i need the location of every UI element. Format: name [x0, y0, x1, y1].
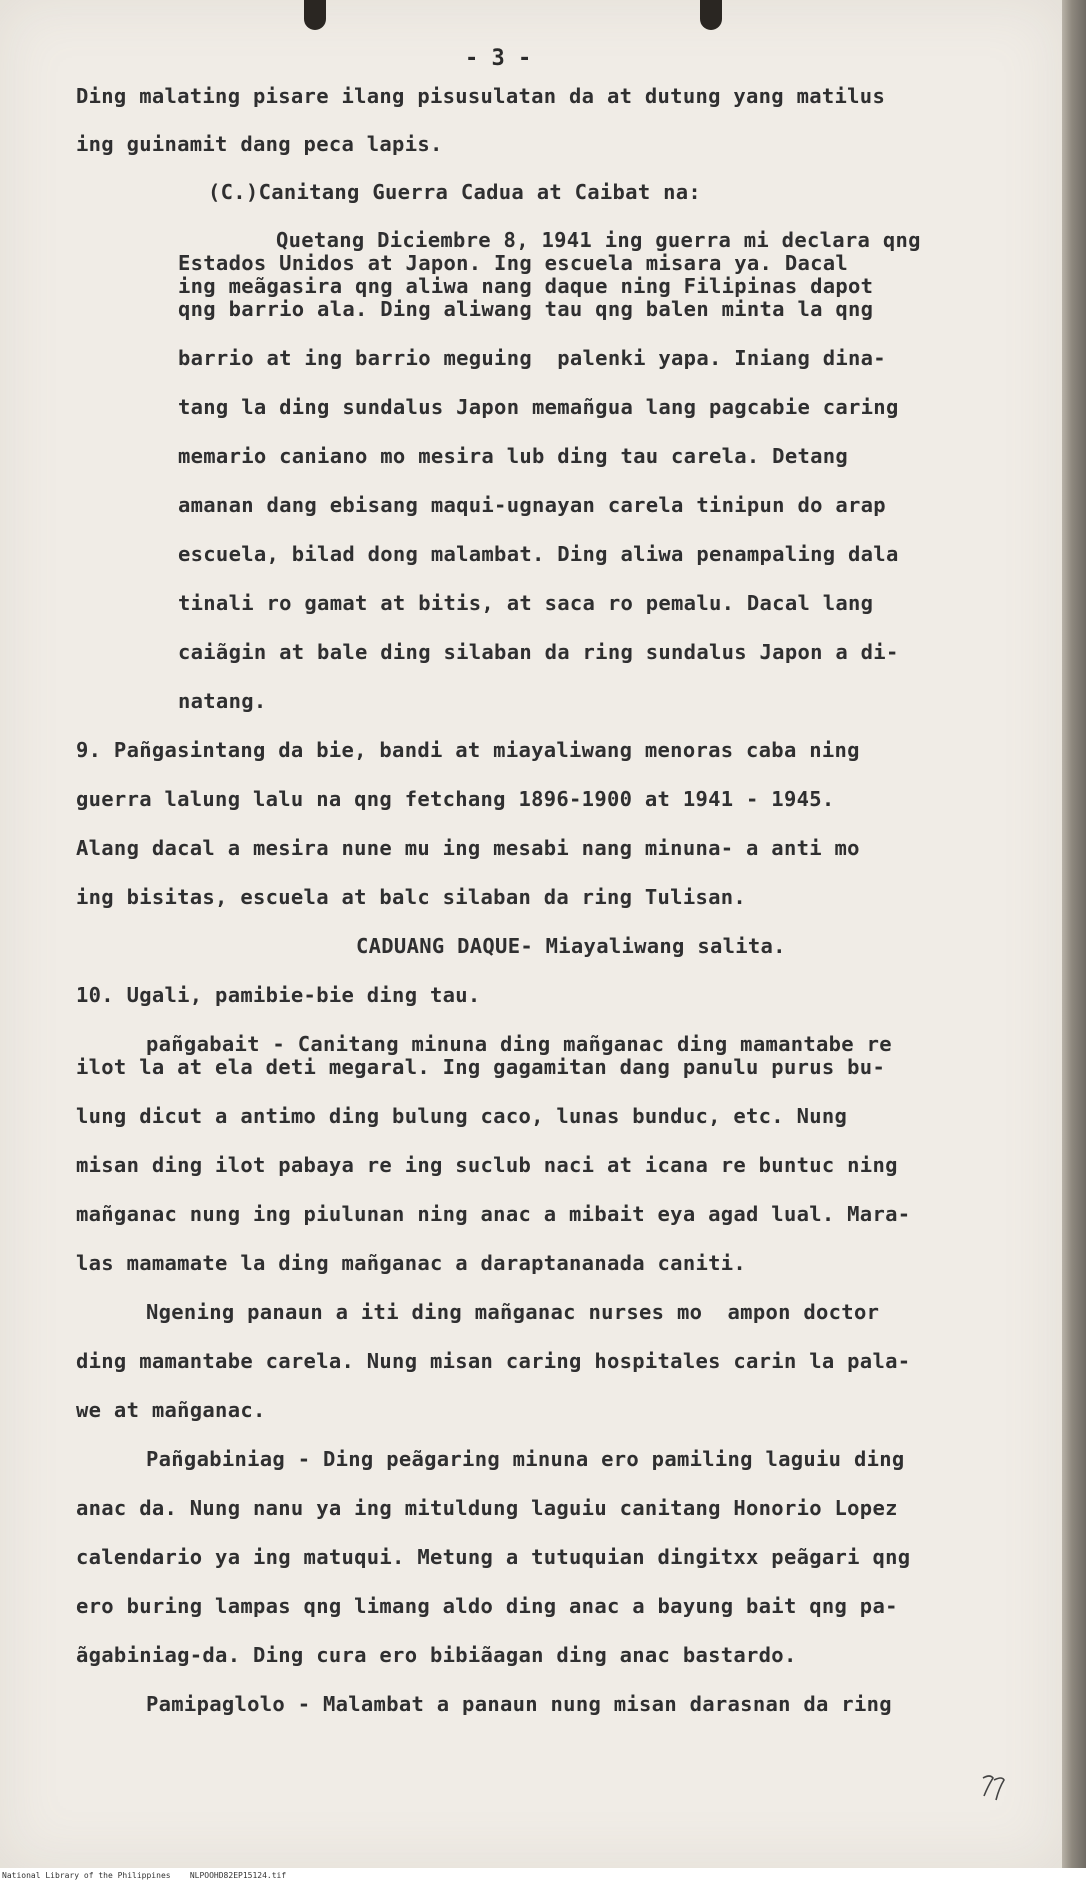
text-line: 10. Ugali, pamibie-bie ding tau.	[76, 983, 481, 1007]
text-line: escuela, bilad dong malambat. Ding aliwa penampaling dala	[178, 542, 899, 566]
text-line: we at mañganac.	[76, 1398, 266, 1422]
text-line: ero buring lampas qng limang aldo ding anac a bayung bait qng pa-	[76, 1594, 898, 1618]
text-line: anac da. Nung nanu ya ing mituldung laguiu canitang Honorio Lopez	[76, 1496, 898, 1520]
text-line: Pamipaglolo - Malambat a panaun nung misan darasnan da ring	[146, 1692, 892, 1716]
text-line: ilot la at ela deti megaral. Ing gagamitan dang panulu purus bu-	[76, 1055, 886, 1079]
page-edge-shadow	[1062, 0, 1086, 1868]
text-line: tang la ding sundalus Japon memañgua lang pagcabie caring	[178, 395, 899, 419]
text-line: las mamamate la ding mañganac a daraptananada caniti.	[76, 1251, 747, 1275]
text-line: ãgabiniag-da. Ding cura ero bibiãagan ding anac bastardo.	[76, 1643, 797, 1667]
text-line: Ngening panaun a iti ding mañganac nurses mo ampon doctor	[146, 1300, 880, 1324]
section-heading: CADUANG DAQUE- Miayaliwang salita.	[356, 934, 786, 958]
text-line: Pañgabiniag - Ding peãgaring minuna ero pamiling laguiu ding	[146, 1447, 905, 1471]
text-line: memario caniano mo mesira lub ding tau carela. Detang	[178, 444, 849, 468]
text-line: Ding malating pisare ilang pisusulatan da at dutung yang matilus	[76, 84, 886, 108]
text-line: ing bisitas, escuela at balc silaban da ring Tulisan.	[76, 885, 747, 909]
text-line: ding mamantabe carela. Nung misan caring hospitales carin la pala-	[76, 1349, 911, 1373]
text-line: calendario ya ing matuqui. Metung a tutuquian dingitxx peãgari qng	[76, 1545, 911, 1569]
text-line: Quetang Diciembre 8, 1941 ing guerra mi declara qng	[276, 228, 921, 252]
text-line: mañganac nung ing piulunan ning anac a mibait eya agad lual. Mara-	[76, 1202, 911, 1226]
text-line: barrio at ing barrio meguing palenki yapa. Iniang dina-	[178, 346, 886, 370]
text-line: qng barrio ala. Ding aliwang tau qng balen minta la qng	[178, 297, 874, 321]
text-line: amanan dang ebisang maqui-ugnayan carela tinipun do arap	[178, 493, 886, 517]
text-line: caiãgin at bale ding silaban da ring sundalus Japon a di-	[178, 640, 899, 664]
text-line: tinali ro gamat at bitis, at saca ro pemalu. Dacal lang	[178, 591, 874, 615]
text-line: misan ding ilot pabaya re ing suclub naci at icana re buntuc ning	[76, 1153, 898, 1177]
text-line: 9. Pañgasintang da bie, bandi at miayaliwang menoras caba ning	[76, 738, 860, 762]
text-line: natang.	[178, 689, 267, 713]
text-line: guerra lalung lalu na qng fetchang 1896-1900 at 1941 - 1945.	[76, 787, 835, 811]
page-number: - 3 -	[465, 46, 532, 71]
text-line: Estados Unidos at Japon. Ing escuela misara ya. Dacal	[178, 251, 849, 275]
text-line: lung dicut a antimo ding bulung caco, lunas bunduc, etc. Nung	[76, 1104, 848, 1128]
handwritten-page-mark	[980, 1772, 1008, 1804]
text-line: ing guinamit dang peca lapis.	[76, 132, 443, 156]
footer-caption: National Library of the Philippines NLPOOHD82EP15124.tif	[2, 1871, 287, 1880]
text-line: pañgabait - Canitang minuna ding mañganac ding mamantabe re	[146, 1032, 892, 1056]
text-line: Alang dacal a mesira nune mu ing mesabi nang minuna- a anti mo	[76, 836, 860, 860]
text-line: ing meãgasira qng aliwa nang daque ning Filipinas dapot	[178, 274, 874, 298]
section-heading: (C.)Canitang Guerra Cadua at Caibat na:	[208, 180, 702, 204]
